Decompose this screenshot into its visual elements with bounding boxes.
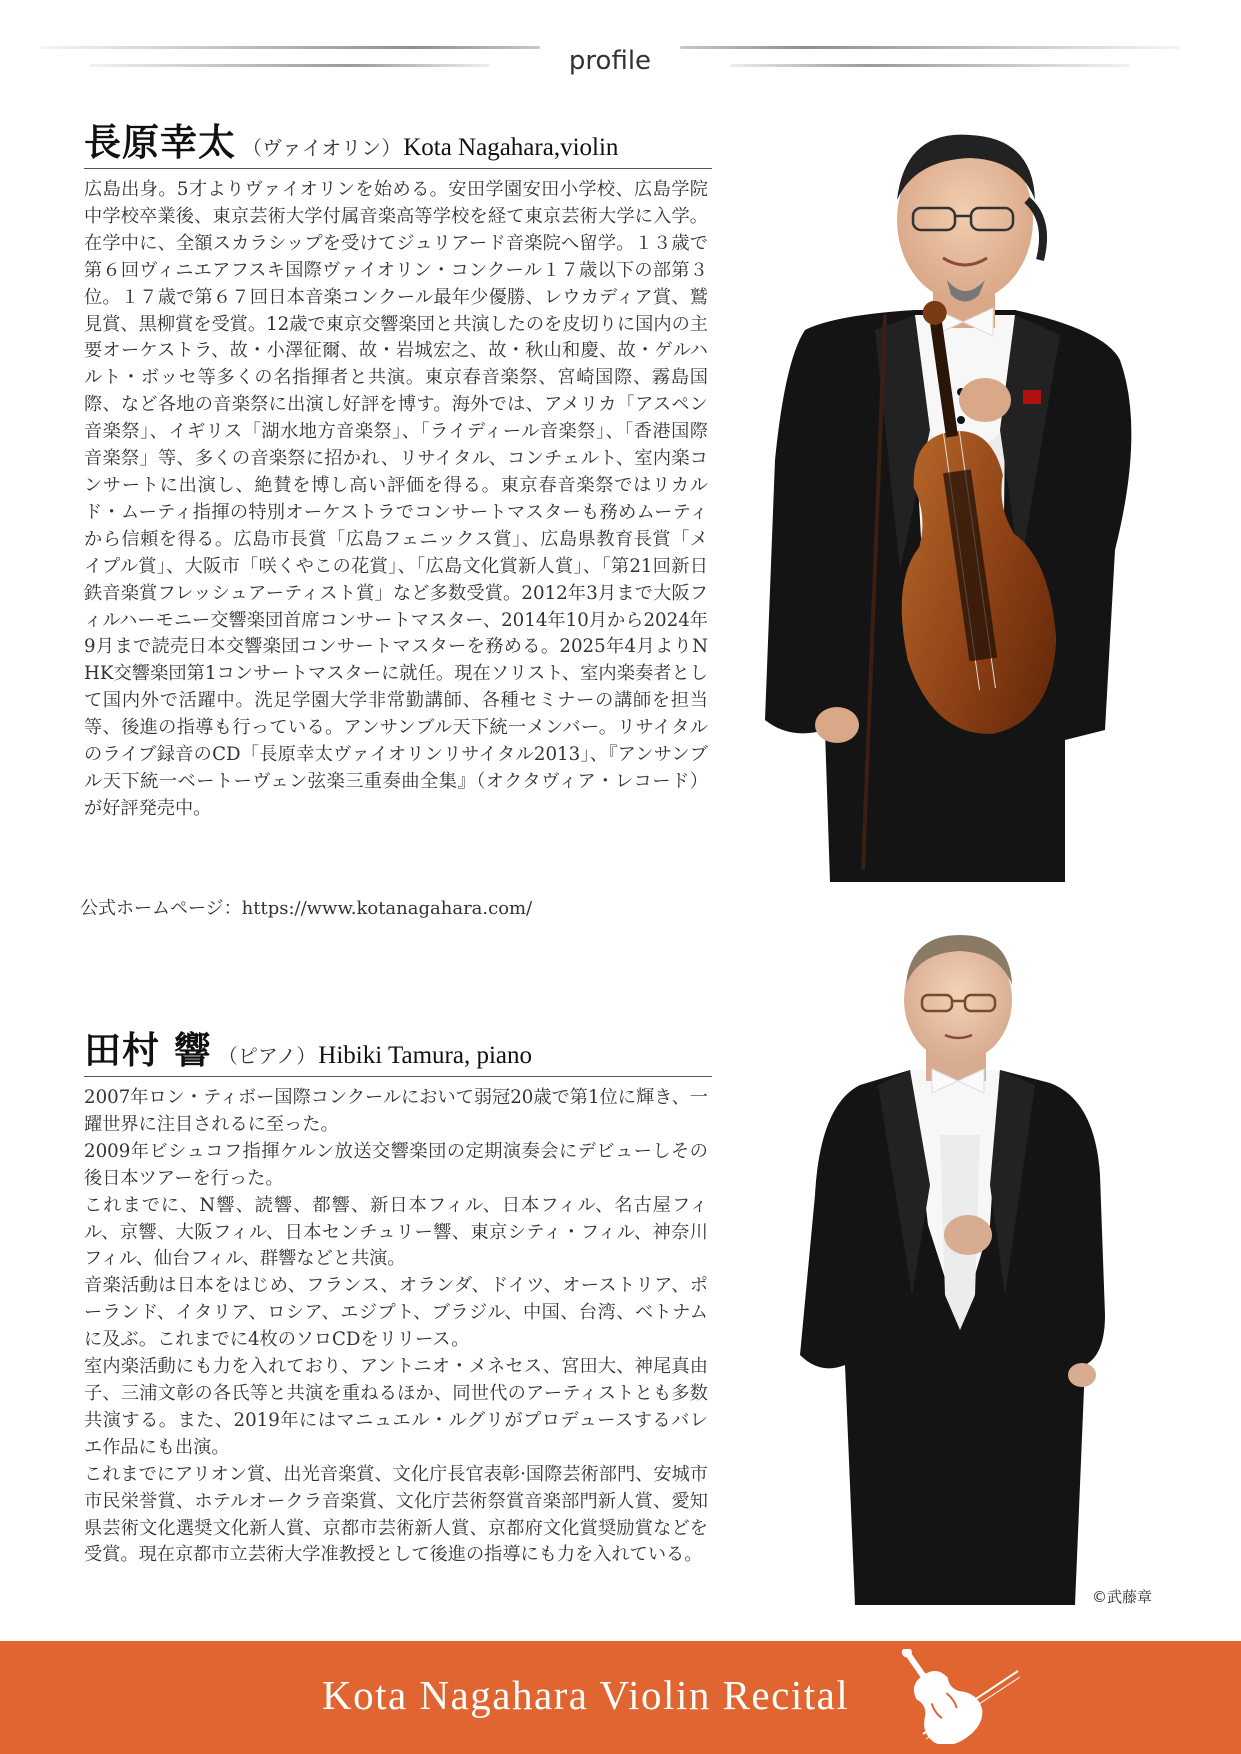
profile-2-bio [84,1085,708,1569]
profile-2-name-heading [84,1020,712,1077]
profile-2-bio-paragraph: 2009年ビシュコフ指揮ケルン放送交響楽団の定期演奏会にデビューしその後日本ツアーを行った。 [84,1140,708,1189]
profile-2-bio-paragraph: これまでに、N響、読響、都響、新日本フィル、日本フィル、名古屋フィル、京響、大阪フィル、日本センチュリー響、東京シティ・フィル、神奈川フィル、仙台フィル、群響などと共演。 [84,1194,708,1270]
page-title: profile [568,46,652,76]
profile-1-bio-paragraph: 広島出身。5才よりヴァイオリンを始める。安田学園安田小学校、広島学院中学校卒業後、東京芸術大学付属音楽高等学校を経て東京芸術大学に入学。在学中に、全額スカラシップを受けてジュリアード音楽院へ留学。１３歳で第６回ヴィニエアフスキ国際ヴァイオリン・コンクール１７歳以下の部第３位。１７歳で第６７回日本音楽コンクール最年少優勝、レウカディア賞、鷲見賞、黒柳賞を受賞。12歳で東京交響楽団と共演したのを皮切りに国内の主要オーケストラ、故・小澤征爾、故・岩城宏之、故・秋山和慶、故・ゲルハルト・ボッセ等多くの名指揮者と共演。東京春音楽祭、宮崎国際、霧島国際、など各地の音楽祭に出演し好評を博す。海外では、アメリカ「アスペン音楽祭」、イギリス「湖水地方音楽祭」、「ライディール音楽祭」、「香港国際音楽祭」等、多くの音楽祭に招かれ、リサイタル、コンチェルト、室内楽コンサートに出演し、絶賛を博し高い評価を得る。東京春音楽祭ではリカルド・ムーティ指揮の特別オーケストラでコンサートマスターも務めムーティから信頼を得る。広島市長賞「広島フェニックス賞」、広島県教育長賞「メイプル賞」、大阪市「咲くやこの花賞」、「広島文化賞新人賞」、「第21回新日鉄音楽賞フレッシュアーティスト賞」など多数受賞。2012年3月まで大阪フィルハーモニー交響楽団首席コンサートマスター、2014年10月から2024年9月まで読売日本交響楽団コンサートマスターを務める。2025年4月よりNHK交響楽団第1コンサートマスターに就任。現在ソリスト、室内楽奏者として国内外で活躍中。洗足学園大学非常勤講師、各種セミナーの講師を担当等、後進の指導も行っている。アンサンブル天下統一メンバー。リサイタルのライブ録音のCD「長原幸太ヴァイオリンリサイタル2013」、『アンサンブル天下統一ベートーヴェン弦楽三重奏曲全集』（オクタヴィア・レコード）が好評発売中。 [84,179,708,819]
profile-2-name-jp: 田村 響 [84,1028,212,1072]
profile-2-bio-paragraph: 室内楽活動にも力を入れており、アントニオ・メネセス、宮田大、神尾真由子、三浦文彰の各氏等と共演を重ねるほか、同世代のアーティストとも多数共演する。また、2019年にはマニュエル・ルグリがプロデュースするバレエ作品にも出演。 [84,1356,708,1458]
footer-banner [0,1641,1241,1754]
profile-2-bio-paragraph: 2007年ロン・ティボー国際コンクールにおいて弱冠20歳で第1位に輝き、一躍世界に注目されるに至った。 [84,1087,708,1135]
violinist-photo [765,130,1150,882]
footer-title: Kota Nagahara Violin Recital [322,1672,850,1718]
violin-icon [888,1649,1023,1744]
profile-1-name-heading [84,112,712,169]
profile-1-name-jp: 長原幸太 [84,120,236,164]
profile-1-part-jp: （ヴァイオリン） [242,136,402,160]
profile-2-bio-paragraph: 音楽活動は日本をはじめ、フランス、オランダ、ドイツ、オーストリア、ポーランド、イタリア、ロシア、エジプト、ブラジル、中国、台湾、ベトナムに及ぶ。これまでに4枚のソロCDをリリース。 [84,1275,708,1351]
profile-1-name-en: Kota Nagahara,violin [403,134,619,161]
profile-1-homepage: 公式ホームページ：https://www.kotanagahara.com/ [80,898,533,919]
profile-2-name-en: Hibiki Tamura, piano [318,1042,533,1069]
pianist-photo [800,935,1110,1605]
photo-credit: ©武藤章 [1092,1588,1153,1606]
profile-2-bio-paragraph: これまでにアリオン賞、出光音楽賞、文化庁長官表彰·国際芸術部門、安城市市民栄誉賞、ホテルオークラ音楽賞、文化庁芸術祭賞音楽部門新人賞、愛知県芸術文化選奨文化新人賞、京都市芸術新人賞、京都府文化賞奨励賞などを受賞。現在京都市立芸術大学准教授として後進の指導にも力を入れている。 [84,1463,708,1566]
profile-1-bio [84,177,708,823]
profile-2-part-jp: （ピアノ） [217,1044,317,1068]
